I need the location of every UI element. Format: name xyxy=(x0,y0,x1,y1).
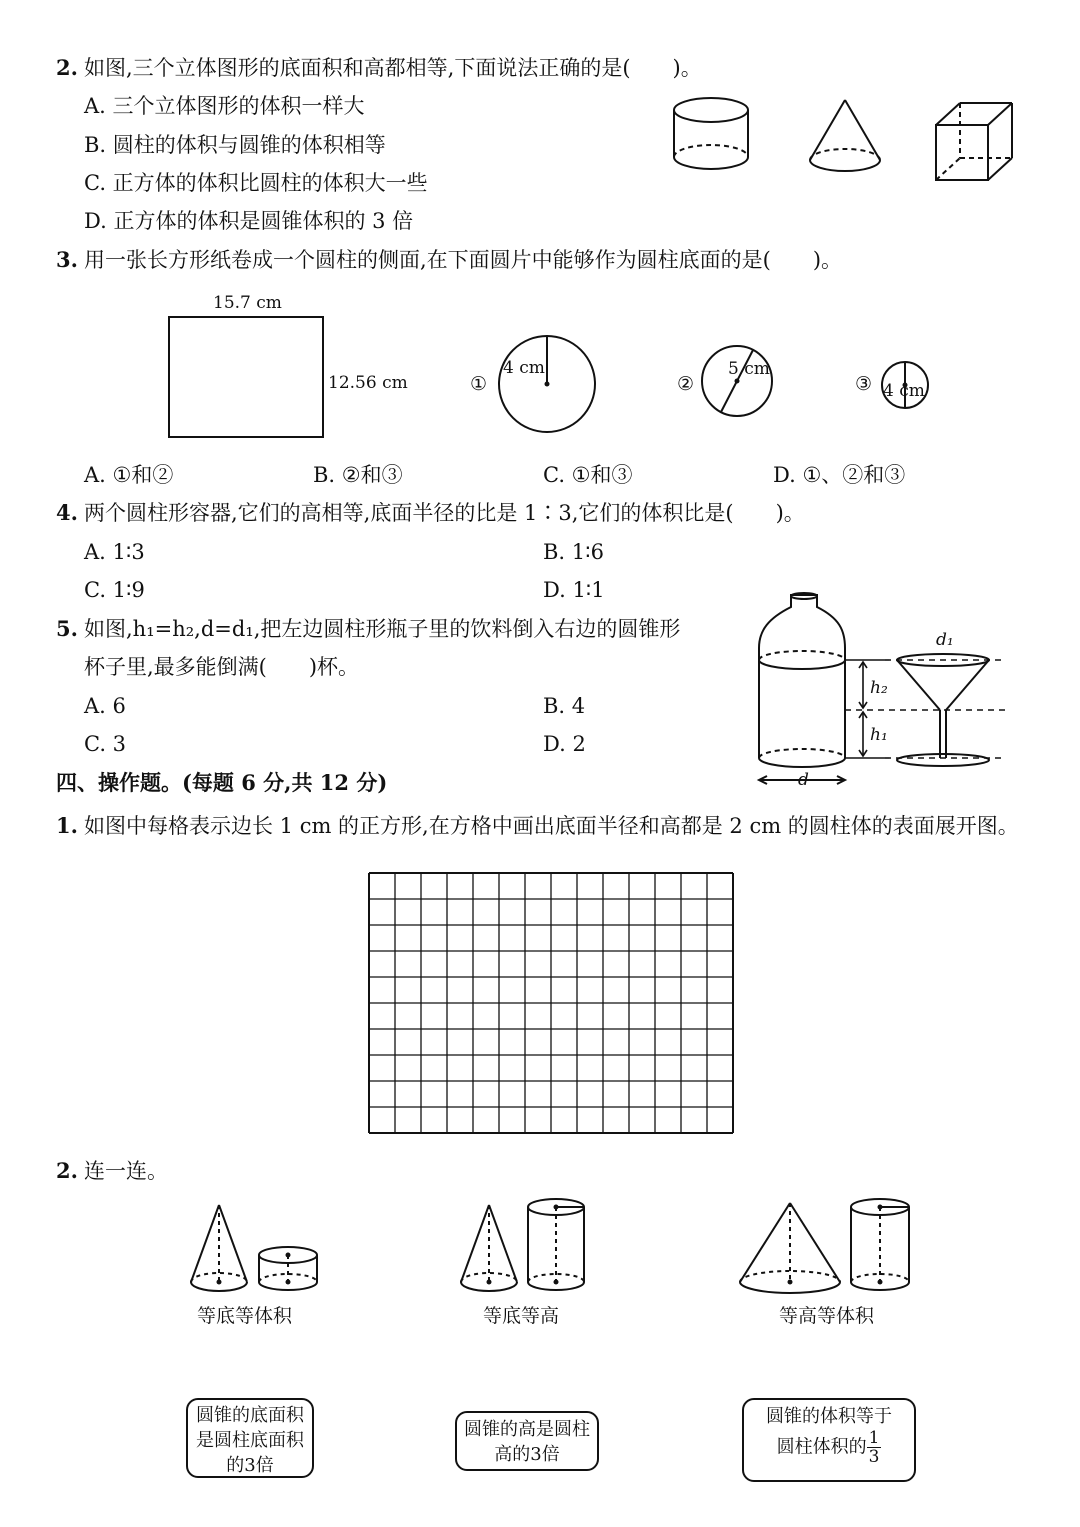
statement-box-3[interactable] xyxy=(742,1398,916,1482)
statement-box-2[interactable] xyxy=(455,1411,599,1471)
statement-box-3-line2-wrap xyxy=(746,1429,912,1466)
statement-box-3-line1: 圆锥的体积等于 xyxy=(766,1406,892,1427)
q4-option-d: D. 1∶1 xyxy=(543,578,605,602)
q3-stem: 用一张长方形纸卷成一个圆柱的侧面,在下面圆片中能够作为圆柱底面的是( )。 xyxy=(84,248,843,272)
q5-stem-line2: 杯子里,最多能倒满( )杯。 xyxy=(84,655,360,679)
section-4-title: 四、操作题。(每题 6 分,共 12 分) xyxy=(56,770,388,795)
one-third-fraction xyxy=(867,1429,882,1466)
cone-figure xyxy=(810,100,880,171)
q4-option-b: B. 1∶6 xyxy=(543,540,604,564)
q2-option-b: B. 圆柱的体积与圆锥的体积相等 xyxy=(84,133,386,157)
q2-stem: 如图,三个立体图形的底面积和高都相等,下面说法正确的是( )。 xyxy=(84,56,702,80)
pair-2-label: 等底等高 xyxy=(483,1305,560,1327)
circle-3-label: 4 cm xyxy=(883,381,925,401)
label-h1: h₁ xyxy=(870,725,888,745)
q4-number: 4. xyxy=(56,500,78,525)
pair-2-figure xyxy=(455,1195,595,1300)
q5-option-c: C. 3 xyxy=(84,732,127,756)
q3-option-c: C. ①和③ xyxy=(543,463,633,487)
op2-stem: 连一连。 xyxy=(84,1159,168,1183)
fraction-numerator: 1 xyxy=(868,1428,880,1448)
height-markers xyxy=(845,660,1005,758)
q3-option-b: B. ②和③ xyxy=(313,463,403,487)
q5-stem-line1: 如图,h₁=h₂,d=d₁,把左边圆柱形瓶子里的饮料倒入右边的圆锥形 xyxy=(84,617,681,641)
circle-2 xyxy=(700,344,774,418)
circle-1 xyxy=(497,334,597,434)
circle-3-mark: ③ xyxy=(855,373,873,395)
q5-number: 5. xyxy=(56,616,78,641)
bottle-figure xyxy=(759,593,845,784)
rect-width-label: 15.7 cm xyxy=(213,293,282,313)
q2-solids-figure xyxy=(670,95,1060,190)
square-grid[interactable] xyxy=(368,872,734,1133)
q2-option-c: C. 正方体的体积比圆柱的体积大一些 xyxy=(84,171,428,195)
statement-box-3-line2: 圆柱体积的 xyxy=(776,1436,867,1458)
circle-2-label: 5 cm xyxy=(728,359,770,379)
statement-box-2-text: 圆锥的高是圆柱高的3倍 xyxy=(464,1419,590,1465)
q2-option-a: A. 三个立体图形的体积一样大 xyxy=(84,94,365,118)
statement-box-1[interactable] xyxy=(186,1398,314,1478)
q4-stem: 两个圆柱形容器,它们的高相等,底面半径的比是 1∶3,它们的体积比是( )。 xyxy=(84,501,805,525)
pair-3-label: 等高等体积 xyxy=(779,1305,875,1327)
q4-option-a: A. 1∶3 xyxy=(84,540,145,564)
op1-number: 1. xyxy=(56,813,78,838)
circle-2-mark: ② xyxy=(677,373,695,395)
q4-option-c: C. 1∶9 xyxy=(84,578,145,602)
label-d1: d₁ xyxy=(936,630,954,650)
q5-option-b: B. 4 xyxy=(543,694,586,718)
rect-height-label: 12.56 cm xyxy=(328,373,408,393)
paper-rectangle xyxy=(168,316,324,438)
q5-option-a: A. 6 xyxy=(84,694,126,718)
cube-figure xyxy=(936,103,1012,180)
pair-1-label: 等底等体积 xyxy=(197,1305,293,1327)
circle-1-mark: ① xyxy=(470,373,488,395)
label-h2: h₂ xyxy=(870,678,888,698)
cone-cup-figure xyxy=(897,654,989,766)
q3-option-a: A. ①和② xyxy=(84,463,174,487)
fraction-denominator: 3 xyxy=(868,1447,880,1467)
op1-stem: 如图中每格表示边长 1 cm 的正方形,在方格中画出底面半径和高都是 2 cm 的圆柱体的表面展开图。 xyxy=(84,814,1019,838)
op2-number: 2. xyxy=(56,1158,78,1183)
q3-option-d: D. ①、②和③ xyxy=(773,463,906,487)
q2-number: 2. xyxy=(56,55,78,80)
pair-3-figure xyxy=(735,1195,920,1300)
pair-1-figure xyxy=(185,1195,325,1300)
label-d: d xyxy=(798,770,809,790)
q5-option-d: D. 2 xyxy=(543,732,586,756)
cylinder-figure xyxy=(674,98,748,169)
statement-box-1-text: 圆锥的底面积是圆柱底面积的3倍 xyxy=(196,1405,304,1476)
q2-option-d: D. 正方体的体积是圆锥体积的 3 倍 xyxy=(84,209,414,233)
q3-number: 3. xyxy=(56,247,78,272)
circle-1-label: 4 cm xyxy=(503,358,545,378)
